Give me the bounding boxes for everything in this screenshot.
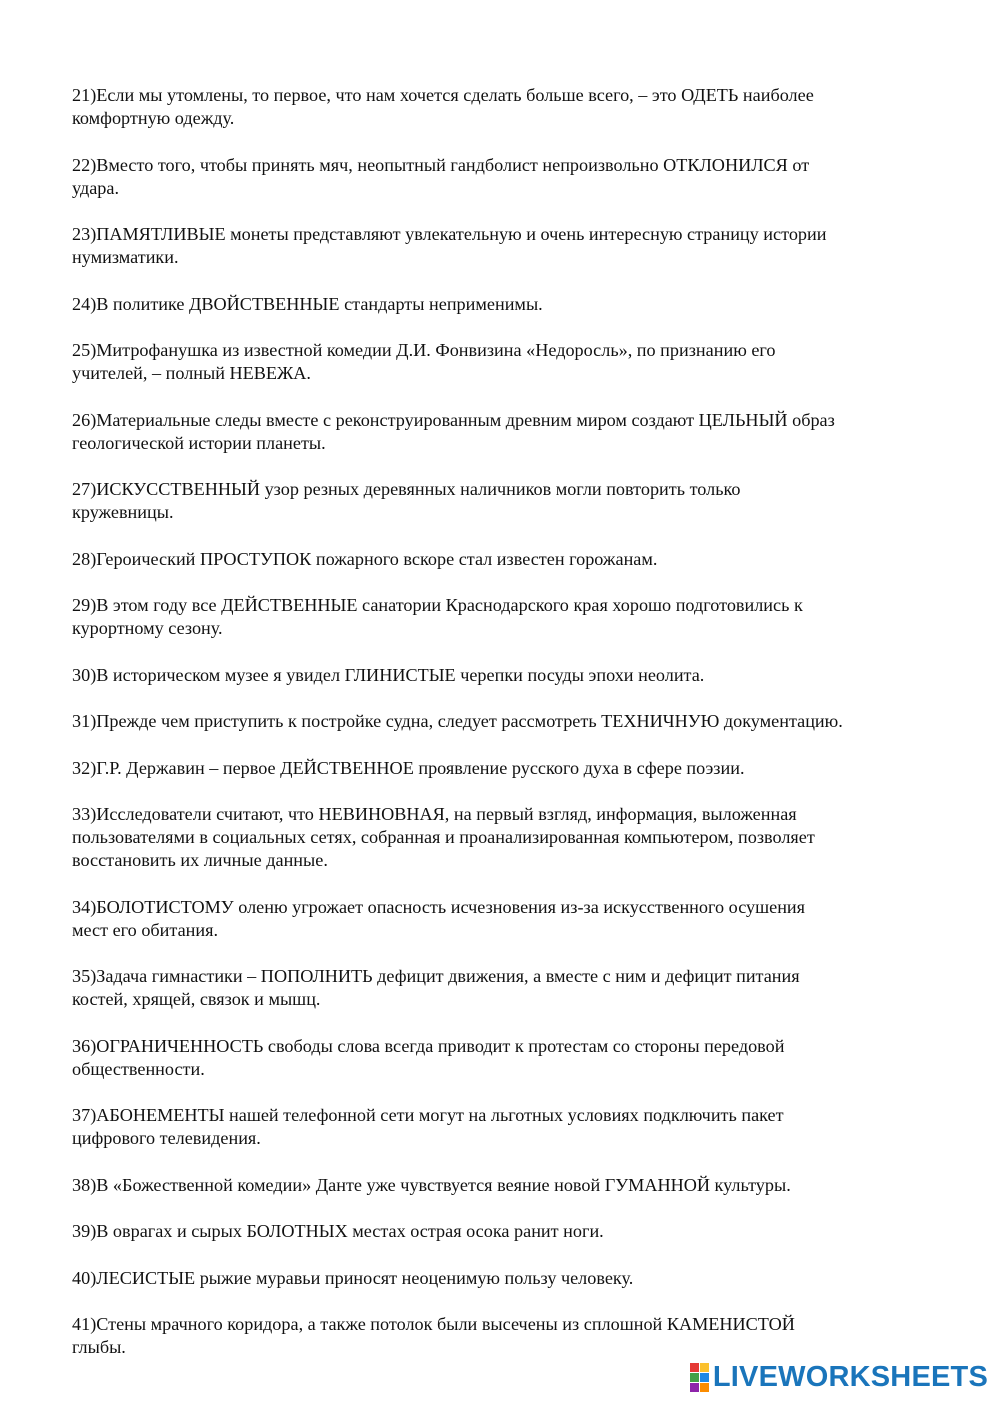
liveworksheets-logo-icon <box>690 1363 709 1392</box>
sentence-item <box>72 710 952 733</box>
sentence-line: 27)ИСКУССТВЕННЫЙ узор резных деревянных наличников могли повторить только <box>72 479 741 499</box>
sentence-line: 32)Г.Р. Державин – первое ДЕЙСТВЕННОЕ проявление русского духа в сфере поэзии. <box>72 757 745 778</box>
sentence-line: 36)ОГРАНИЧЕННОСТЬ свободы слова всегда приводит к протестам со стороны передовой <box>72 1035 785 1056</box>
sentence-line: пользователями в социальных сетях, собранная и проанализированная компьютером, позволяет <box>72 827 815 847</box>
sentence-line: 39)В оврагах и сырых БОЛОТНЫХ местах острая осока ранит ноги. <box>72 1221 604 1241</box>
sentence-line: 21)Если мы утомлены, то первое, что нам хочется сделать больше всего, – это ОДЕТЬ наиболее <box>72 85 814 105</box>
logo-square <box>690 1383 699 1392</box>
sentence-line: нумизматики. <box>72 247 179 267</box>
sentence-item <box>72 803 952 872</box>
sentence-line: 33)Исследователи считают, что НЕВИНОВНАЯ, на первый взгляд, информация, выложенная <box>72 804 797 824</box>
sentence-item <box>72 1104 952 1150</box>
sentence-item <box>72 1174 952 1197</box>
sentence-item <box>72 757 952 780</box>
sentence-line: 31)Прежде чем приступить к постройке судна, следует рассмотреть ТЕХНИЧНУЮ документацию. <box>72 711 843 731</box>
worksheet-body <box>72 84 952 1383</box>
sentence-line: 30)В историческом музее я увидел ГЛИНИСТЫЕ черепки посуды эпохи неолита. <box>72 664 705 685</box>
sentence-line: 28)Героический ПРОСТУПОК пожарного вскоре стал известен горожанам. <box>72 548 658 569</box>
sentence-item <box>72 223 952 269</box>
sentence-item <box>72 1035 952 1081</box>
sentence-line: 22)Вместо того, чтобы принять мяч, неопытный гандболист непроизвольно ОТКЛОНИЛСЯ от <box>72 154 810 175</box>
sentence-line: комфортную одежду. <box>72 108 235 128</box>
sentence-line: мест его обитания. <box>72 919 219 940</box>
sentence-item <box>72 293 952 316</box>
logo-square <box>690 1373 699 1382</box>
brand-name: LIVEWORKSHEETS <box>712 1361 988 1393</box>
sentence-line: 38)В «Божественной комедии» Данте уже чувствуется веяние новой ГУМАННОЙ культуры. <box>72 1174 791 1195</box>
sentence-line: 25)Митрофанушка из известной комедии Д.И. Фонвизина «Недоросль», по признанию его <box>72 340 776 360</box>
logo-square <box>700 1363 709 1372</box>
sentence-item <box>72 84 952 130</box>
sentence-item <box>72 1220 952 1243</box>
sentence-item <box>72 664 952 687</box>
sentence-line: 24)В политике ДВОЙСТВЕННЫЕ стандарты неприменимы. <box>72 293 543 314</box>
sentence-line: 29)В этом году все ДЕЙСТВЕННЫЕ санатории Краснодарского края хорошо подготовились к <box>72 595 803 615</box>
sentence-line: общественности. <box>72 1058 205 1079</box>
sentence-item <box>72 478 952 524</box>
sentence-line: 23)ПАМЯТЛИВЫЕ монеты представляют увлекательную и очень интересную страницу истории <box>72 224 827 244</box>
sentence-line: 26)Материальные следы вместе с реконструированным древним миром создают ЦЕЛЬНЫЙ образ <box>72 409 835 430</box>
sentence-item <box>72 409 952 455</box>
sentence-line: кружевницы. <box>72 502 174 522</box>
logo-square <box>700 1383 709 1392</box>
sentence-item <box>72 548 952 571</box>
sentence-item <box>72 154 952 200</box>
liveworksheets-brand[interactable] <box>690 1361 988 1394</box>
logo-square <box>700 1373 709 1382</box>
sentence-line: глыбы. <box>72 1337 126 1357</box>
sentence-line: костей, хрящей, связок и мышц. <box>72 989 321 1009</box>
sentence-item <box>72 965 952 1011</box>
sentence-line: 34)БОЛОТИСТОМУ оленю угрожает опасность исчезновения из-за искусственного осушения <box>72 896 806 917</box>
sentence-line: 35)Задача гимнастики – ПОПОЛНИТЬ дефицит движения, а вместе с ним и дефицит питания <box>72 966 800 986</box>
sentence-line: удара. <box>72 177 119 198</box>
sentence-item <box>72 896 952 942</box>
sentence-item <box>72 594 952 640</box>
sentence-line: 37)АБОНЕМЕНТЫ нашей телефонной сети могут на льготных условиях подключить пакет <box>72 1105 784 1125</box>
sentence-item <box>72 339 952 385</box>
sentence-line: 40)ЛЕСИСТЫЕ рыжие муравьи приносят неоценимую пользу человеку. <box>72 1267 634 1288</box>
sentence-item <box>72 1313 952 1359</box>
sentence-item <box>72 1267 952 1290</box>
sentence-line: 41)Стены мрачного коридора, а также потолок были высечены из сплошной КАМЕНИСТОЙ <box>72 1314 795 1334</box>
logo-square <box>690 1363 699 1372</box>
sentence-line: цифрового телевидения. <box>72 1128 261 1148</box>
sentence-line: восстановить их личные данные. <box>72 850 328 870</box>
sentence-line: учителей, – полный НЕВЕЖА. <box>72 363 311 383</box>
sentence-line: геологической истории планеты. <box>72 432 326 453</box>
sentence-line: курортному сезону. <box>72 618 223 638</box>
